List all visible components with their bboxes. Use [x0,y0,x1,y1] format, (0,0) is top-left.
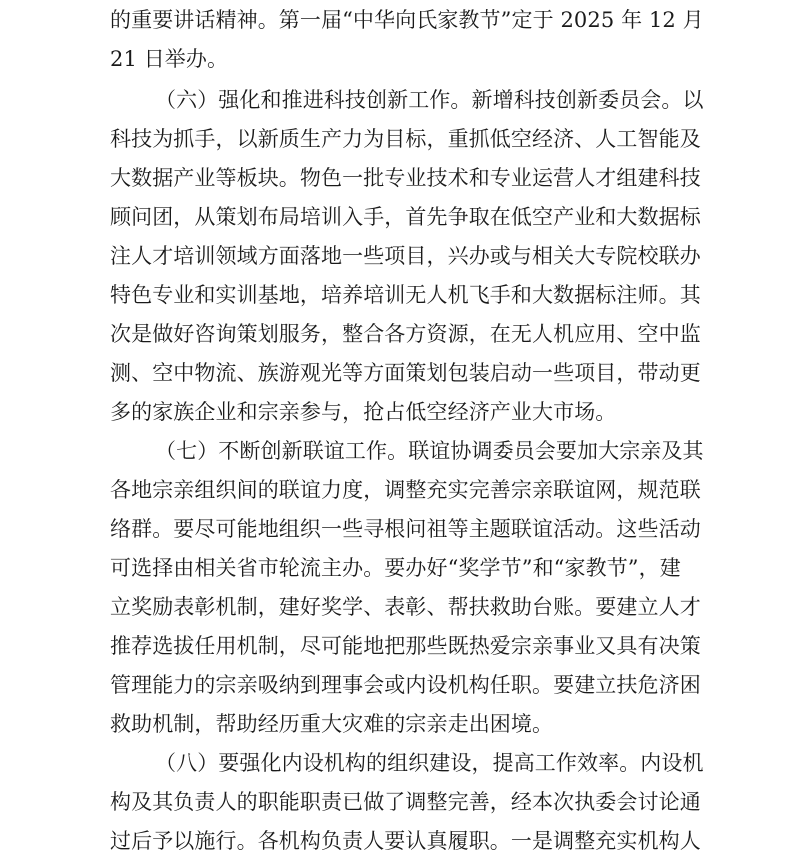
text-line: （八）要强化内设机构的组织建设，提高工作效率。内设机 [155,751,704,775]
text-line: 次是做好咨询策划服务，整合各方资源，在无人机应用、空中监 [110,322,701,346]
text-line: 推荐选拔任用机制，尽可能地把那些既热爱宗亲事业又具有决策 [110,634,701,658]
text-line: 立奖励表彰机制，建好奖学、表彰、帮扶救助台账。要建立人才 [110,595,701,619]
text-line: 构及其负责人的职能职责已做了调整完善，经本次执委会讨论通 [110,790,701,814]
text-line: 注人才培训领域方面落地一些项目，兴办或与相关大专院校联办 [110,244,701,268]
text-line: 过后予以施行。各机构负责人要认真履职。一是调整充实机构人 [110,829,701,853]
text-line: 大数据产业等板块。物色一批专业技术和专业运营人才组建科技 [110,166,701,190]
text-line: 顾问团，从策划布局培训入手，首先争取在低空产业和大数据标 [110,205,701,229]
text-line: 多的家族企业和宗亲参与，抢占低空经济产业大市场。 [110,400,617,424]
text-line: （六）强化和推进科技创新工作。新增科技创新委员会。以 [155,88,704,112]
text-line: 络群。要尽可能地组织一些寻根问祖等主题联谊活动。这些活动 [110,517,701,541]
text-line: 测、空中物流、族游观光等方面策划包装启动一些项目，带动更 [110,361,701,385]
text-line: 的重要讲话精神。第一届“中华向氏家教节”定于 2025 年 12 月 [110,8,704,32]
text-line: 科技为抓手，以新质生产力为目标，重抓低空经济、人工智能及 [110,127,701,151]
text-line: 各地宗亲组织间的联谊力度，调整充实完善宗亲联谊网，规范联 [110,478,701,502]
text-line: 管理能力的宗亲吸纳到理事会或内设机构任职。要建立扶危济困 [110,673,701,697]
text-line: 可选择由相关省市轮流主办。要办好“奖学节”和“家教节”，建 [110,556,681,580]
text-line: 特色专业和实训基地，培养培训无人机飞手和大数据标注师。其 [110,283,701,307]
text-line: （七）不断创新联谊工作。联谊协调委员会要加大宗亲及其 [155,439,704,463]
text-line: 21 日举办。 [110,47,229,71]
text-line: 救助机制，帮助经历重大灾难的宗亲走出困境。 [110,712,554,736]
